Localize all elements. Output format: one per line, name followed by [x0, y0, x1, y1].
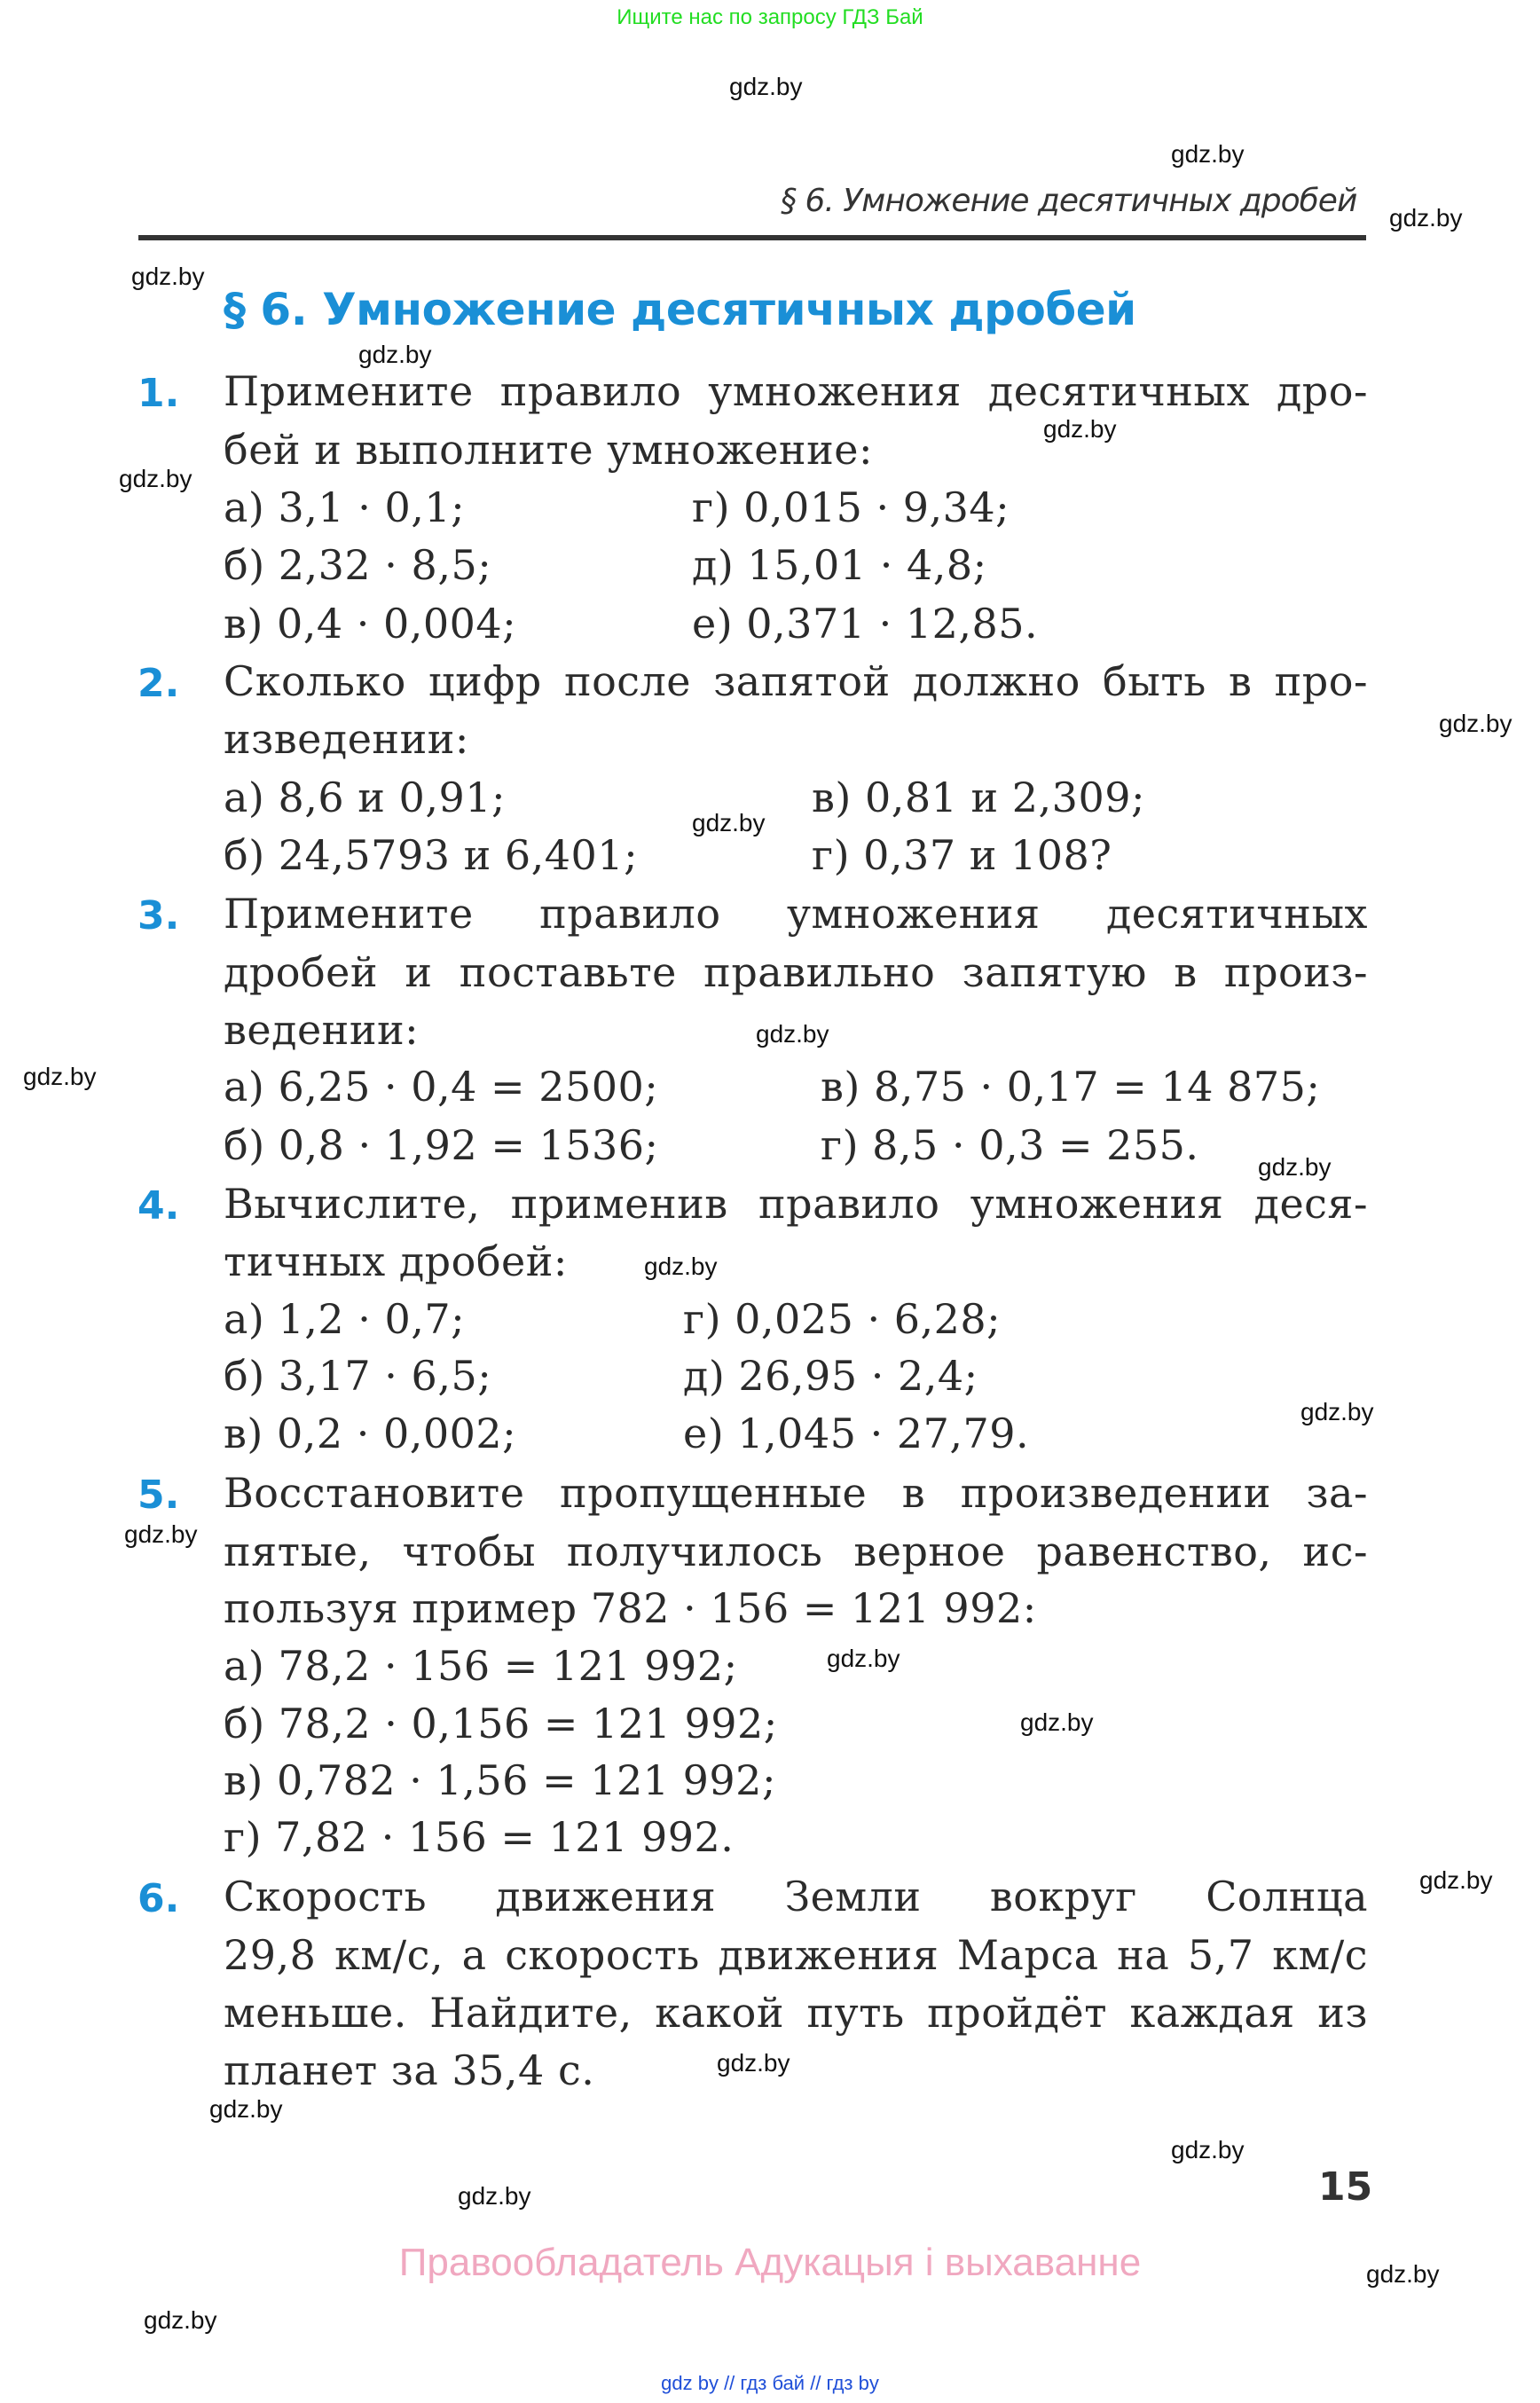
- watermark: gdz.by: [1439, 710, 1512, 737]
- exercise-item: г) 7,82 · 156 = 121 992.: [224, 1813, 735, 1861]
- watermark: gdz.by: [131, 263, 205, 290]
- exercise-item: в) 8,75 · 0,17 = 14 875;: [821, 1063, 1321, 1111]
- watermark: gdz.by: [144, 2306, 217, 2334]
- watermark: gdz.by: [23, 1063, 97, 1090]
- exercise-item: г) 0,025 · 6,28;: [683, 1295, 1002, 1343]
- watermark: gdz.by: [692, 809, 766, 836]
- watermark: gdz.by: [729, 73, 803, 100]
- watermark: gdz.by: [1171, 2136, 1245, 2163]
- exercise-item: г) 0,015 · 9,34;: [692, 483, 1010, 531]
- exercise-item: в) 0,782 · 1,56 = 121 992;: [224, 1756, 776, 1804]
- problem-text-line: ведении:: [224, 1006, 420, 1054]
- problem-number: 5.: [138, 1472, 180, 1518]
- watermark: gdz.by: [756, 1020, 829, 1048]
- watermark: gdz.by: [1389, 204, 1463, 232]
- running-header: § 6. Умножение десятичных дробей: [781, 183, 1357, 219]
- rights-holder: Правообладатель Адукацыя і выхаванне: [398, 2241, 1142, 2284]
- watermark: gdz.by: [358, 341, 432, 368]
- exercise-item: б) 78,2 · 0,156 = 121 992;: [224, 1700, 778, 1747]
- exercise-item: б) 24,5793 и 6,401;: [224, 831, 639, 879]
- problem-number: 2.: [138, 661, 180, 706]
- section-title: § 6. Умножение десятичных дробей: [224, 284, 1136, 335]
- problem-text-line: Восстановите пропущенные в произведении за-: [224, 1469, 1368, 1517]
- search-banner: Ищите нас по запросу ГДЗ Бай: [617, 5, 923, 29]
- watermark: gdz.by: [644, 1253, 718, 1280]
- exercise-item: е) 1,045 · 27,79.: [683, 1410, 1030, 1457]
- problem-text-line: бей и выполните умножение:: [224, 426, 873, 474]
- exercise-item: е) 0,371 · 12,85.: [692, 600, 1039, 648]
- exercise-item: в) 0,81 и 2,309;: [812, 774, 1145, 821]
- header-rule: [138, 235, 1366, 240]
- exercise-item: г) 0,37 и 108?: [812, 831, 1112, 879]
- exercise-item: д) 15,01 · 4,8;: [692, 541, 987, 589]
- problem-text-line: 29,8 км/с, а скорость движения Марса на 5,7 км/с: [224, 1931, 1368, 1979]
- exercise-item: г) 8,5 · 0,3 = 255.: [821, 1121, 1199, 1169]
- watermark: gdz.by: [1300, 1398, 1374, 1425]
- watermark: gdz.by: [209, 2095, 283, 2123]
- exercise-item: а) 6,25 · 0,4 = 2500;: [224, 1063, 659, 1111]
- footer-links[interactable]: gdz by // гдз бай // гдз by: [661, 2372, 879, 2394]
- problem-number: 3.: [138, 893, 180, 938]
- watermark: gdz.by: [1366, 2260, 1440, 2288]
- watermark: gdz.by: [458, 2182, 531, 2210]
- page-number: 15: [1318, 2164, 1373, 2210]
- problem-number: 6.: [138, 1876, 180, 1921]
- problem-text-line: пользуя пример 782 · 156 = 121 992:: [224, 1584, 1037, 1632]
- watermark: gdz.by: [1171, 140, 1245, 168]
- problem-text-line: планет за 35,4 с.: [224, 2046, 595, 2094]
- watermark: gdz.by: [827, 1645, 900, 1672]
- exercise-item: в) 0,4 · 0,004;: [224, 600, 517, 648]
- problem-text-line: Примените правило умножения десятичных дро-: [224, 367, 1368, 415]
- problem-number: 4.: [138, 1183, 180, 1229]
- exercise-item: б) 0,8 · 1,92 = 1536;: [224, 1121, 659, 1169]
- exercise-item: а) 1,2 · 0,7;: [224, 1295, 466, 1343]
- problem-text-line: Сколько цифр после запятой должно быть в про-: [224, 657, 1368, 705]
- problem-text-line: дробей и поставьте правильно запятую в произ-: [224, 948, 1368, 996]
- problem-text-line: изведении:: [224, 715, 469, 763]
- problem-number: 1.: [138, 371, 180, 416]
- watermark: gdz.by: [717, 2049, 790, 2077]
- watermark: gdz.by: [1020, 1708, 1094, 1736]
- exercise-item: д) 26,95 · 2,4;: [683, 1352, 978, 1400]
- problem-text-line: меньше. Найдите, какой путь пройдёт каждая из: [224, 1989, 1368, 2037]
- exercise-item: в) 0,2 · 0,002;: [224, 1410, 517, 1457]
- watermark: gdz.by: [1258, 1153, 1332, 1181]
- problem-text-line: Скорость движения Земли вокруг Солнца: [224, 1873, 1368, 1920]
- exercise-item: а) 3,1 · 0,1;: [224, 483, 466, 531]
- problem-text-line: тичных дробей:: [224, 1237, 568, 1285]
- exercise-item: а) 78,2 · 156 = 121 992;: [224, 1642, 738, 1690]
- watermark: gdz.by: [119, 465, 192, 492]
- problem-text-line: Примените правило умножения десятичных: [224, 890, 1368, 938]
- watermark: gdz.by: [1043, 415, 1117, 443]
- exercise-item: б) 2,32 · 8,5;: [224, 541, 492, 589]
- problem-text-line: Вычислите, применив правило умножения деся-: [224, 1180, 1368, 1228]
- watermark: gdz.by: [124, 1520, 198, 1548]
- watermark: gdz.by: [1419, 1866, 1493, 1894]
- exercise-item: б) 3,17 · 6,5;: [224, 1352, 492, 1400]
- exercise-item: а) 8,6 и 0,91;: [224, 774, 506, 821]
- problem-text-line: пятые, чтобы получилось верное равенство, ис-: [224, 1527, 1368, 1575]
